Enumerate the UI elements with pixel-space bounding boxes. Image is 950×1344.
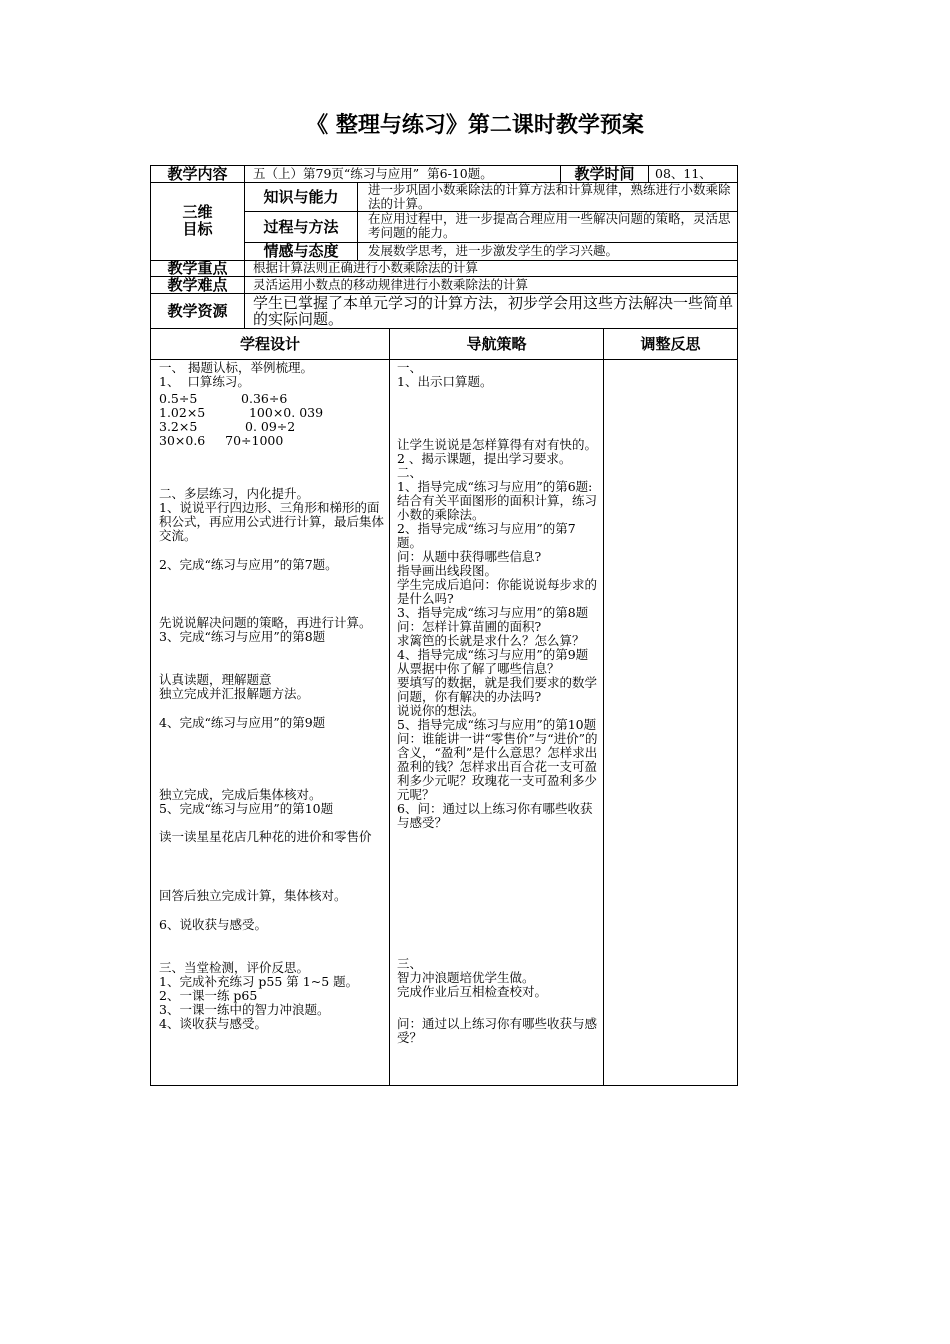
- goal1-label: 知识与能力: [263, 188, 339, 206]
- col1-block: 0.5÷5 0.36÷6 1.02×5 100×0. 039 3.2×5 0. 09÷2 30×0.6 70÷1000: [159, 391, 324, 448]
- col3-header: 调整反思: [640, 335, 701, 353]
- col1-block: 认真读题，理解题意 独立完成并汇报解题方法。: [159, 672, 310, 701]
- col1-block: 4、完成“练习与应用”的第9题: [159, 715, 326, 730]
- resource-label: 教学资源: [167, 302, 228, 320]
- page-title: 《 整理与练习》第二课时教学预案: [306, 113, 644, 138]
- col2-header: 导航策略: [466, 335, 527, 353]
- col2-block: 三、 智力冲浪题培优学生做。 完成作业后互相检查校对。: [397, 956, 548, 999]
- content-label: 教学内容: [167, 165, 228, 183]
- goal1-value: 进一步巩固小数乘除法的计算方法和计算规律，熟练进行小数乘除法的计算。: [368, 182, 731, 211]
- resource-value: 学生已掌握了本单元学习的计算方法，初步学会用这些方法解决一些简单的实际问题。: [253, 294, 734, 328]
- col1-block: 二、多层练习，内化提升。 1、说说平行四边形、三角形和梯形的面积公式，再应用公式进行计算，最后集体交流。: [159, 486, 385, 543]
- col2-block: 一、 1、出示口算题。: [397, 360, 493, 389]
- col2-block: 让学生说说是怎样算得有对有快的。 2 、揭示课题，提出学习要求。 二、 1、指导完成“练习与应用”的第6题: 结合有关平面图形的面积计算，练习小数的乘除法。 2、指导完成“练习与应用”的第7题。 问：从题中获得哪些信息? 指导画出线段图。 学生完成后追问：你能说说每步求的是什么吗? 3、指导完成“练习与应用”的第8题 问：怎样计算苗圃的面积? 求篱笆的长就是求什么？怎么算？ 4、指导完成“练习与应用”的第9题 从票据中你了解了哪些信息？ 要填写的数据，就是我们要求的数学问题，你有解决的办法吗? 说说你的想法。 5、指导完成“练习与应用”的第10题 问：谁能讲一讲“零售价”与“进价”的含义，“盈利”是什么意思？怎样求出盈利的钱？怎样求出百合花一支可盈利多少元呢？玫瑰花一支可盈利多少元呢？ 6、问：通过以上练习你有哪些收获与感受？: [397, 437, 598, 830]
- col1-block: 一、 揭题认标，举例梳理。 1、 口算练习。: [159, 360, 313, 389]
- difficult-value: 灵活运用小数点的移动规律进行小数乘除法的计算: [253, 277, 529, 292]
- col1-block: 独立完成，完成后集体核对。 5、完成“练习与应用”的第10题: [159, 787, 334, 816]
- col1-header: 学程设计: [239, 335, 300, 353]
- col1-block: 6、说收获与感受。: [159, 917, 267, 932]
- col3-body-cell: [603, 359, 738, 1086]
- difficult-label: 教学难点: [167, 276, 228, 294]
- goal2-value: 在应用过程中，进一步提高合理应用一些解决问题的策略，灵活思考问题的能力。: [368, 211, 731, 240]
- col1-block: 2、完成“练习与应用”的第7题。: [159, 557, 338, 572]
- col1-block: 先说说解决问题的策略，再进行计算。 3、完成“练习与应用”的第8题: [159, 615, 372, 644]
- time-label: 教学时间: [574, 165, 635, 183]
- goal3-label: 情感与态度: [263, 242, 339, 260]
- content-value: 五（上）第79页“练习与应用” 第6-10题。: [253, 166, 493, 181]
- key-label: 教学重点: [167, 259, 228, 277]
- key-value: 根据计算法则正确进行小数乘除法的计算: [253, 260, 479, 275]
- goal3-value: 发展数学思考，进一步激发学生的学习兴趣。: [368, 243, 619, 258]
- col1-block: 读一读星星花店几种花的进价和零售价: [159, 829, 372, 844]
- time-value: 08、11、: [655, 166, 712, 181]
- col1-block: 三、当堂检测，评价反思。 1、完成补充练习 p55 第 1~5 题。 2、一课一练 p65 3、一课一练中的智力冲浪题。 4、谈收获与感受。: [159, 960, 359, 1031]
- goals-label: 三维 目标: [182, 203, 213, 238]
- goal2-label: 过程与方法: [263, 218, 339, 236]
- col1-block: 回答后独立完成计算，集体核对。: [159, 888, 347, 903]
- col2-block: 问：通过以上练习你有哪些收获与感受？: [397, 1016, 598, 1045]
